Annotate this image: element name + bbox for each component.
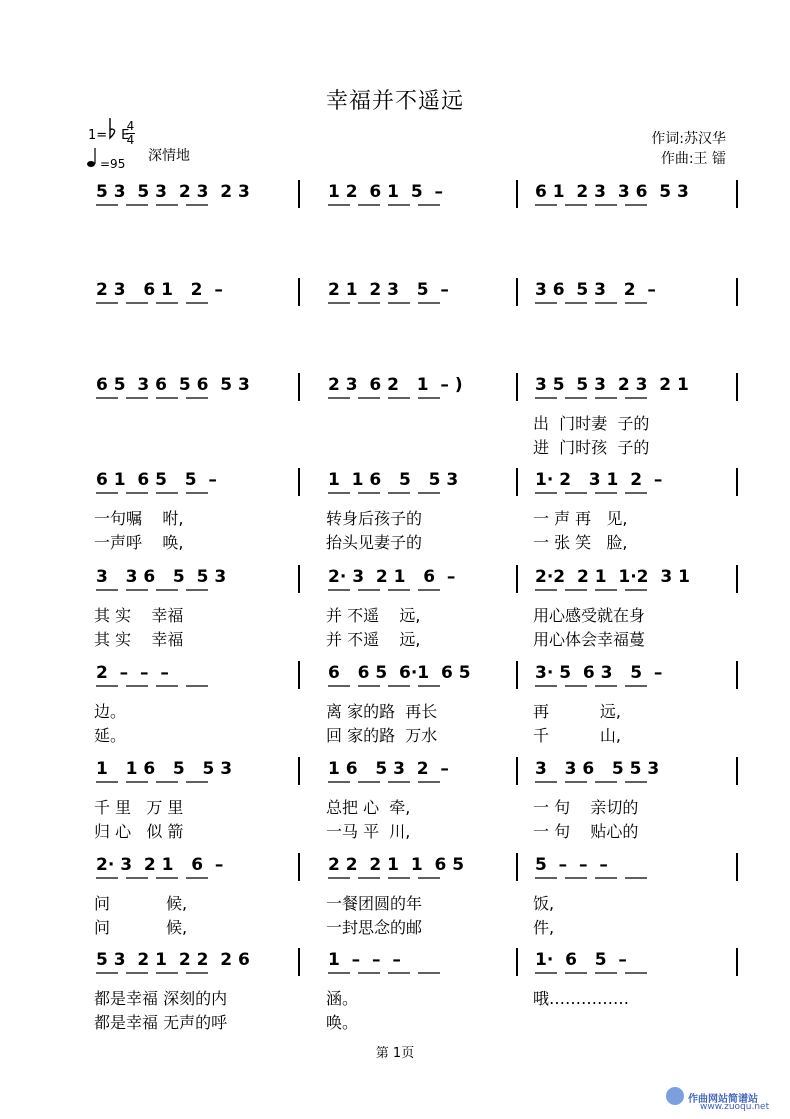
measure-notes: 3· 5 6 3 5 – bbox=[535, 663, 663, 683]
lyricist-credit: 作词:苏汉华 bbox=[651, 131, 726, 147]
lyric-verse-1: 哦…………… bbox=[533, 989, 630, 1008]
lyric-verse-1: 离 家的路 再长 bbox=[326, 702, 438, 721]
measure-notes: 1 – – – bbox=[328, 950, 401, 970]
lyric-verse-1: 用心感受就在身 bbox=[533, 606, 646, 625]
meter-top: 4 bbox=[126, 119, 135, 133]
lyric-verse-1: 总把 心 牵, bbox=[326, 798, 411, 817]
lyric-verse-1: 一句嘱 咐, bbox=[94, 509, 184, 528]
lyric-verse-2: 延。 bbox=[94, 726, 127, 745]
lyric-verse-1: 饭, bbox=[533, 894, 555, 913]
measure-notes: 3 3 6 5 5 3 bbox=[535, 759, 660, 779]
measure-notes: 6 5 3 6 5 6 5 3 bbox=[96, 375, 250, 395]
measure-notes: 1 2 6 1 5 – bbox=[328, 182, 443, 202]
lyric-verse-2: 都是幸福 无声的呼 bbox=[94, 1013, 228, 1032]
lyric-verse-1: 都是幸福 深刻的内 bbox=[94, 989, 228, 1008]
lyric-verse-2: 抬头见妻子的 bbox=[326, 533, 423, 552]
beam-lines bbox=[0, 757, 790, 787]
quarter-note-icon bbox=[86, 147, 98, 169]
lyric-verse-2: 进 门时孩 子的 bbox=[533, 438, 650, 457]
measure-notes: 1 1 6 5 5 3 bbox=[96, 759, 233, 779]
beam-lines bbox=[0, 180, 790, 210]
beam-lines bbox=[0, 565, 790, 595]
lyric-verse-1: 问 候, bbox=[94, 894, 188, 913]
beam-lines bbox=[0, 853, 790, 883]
measure-notes: 2 – – – bbox=[96, 663, 169, 683]
measure-notes: 2 1 2 3 5 – bbox=[328, 280, 449, 300]
beam-lines bbox=[0, 661, 790, 691]
lyric-verse-2: 一声呼 唤, bbox=[94, 533, 184, 552]
lyric-verse-2: 其 实 幸福 bbox=[94, 630, 184, 649]
lyric-verse-1: 出 门时妻 子的 bbox=[533, 414, 650, 433]
measure-notes: 2 3 6 2 1 – ) bbox=[328, 375, 463, 395]
flat-sign-icon bbox=[108, 118, 118, 140]
site-logo-icon bbox=[666, 1087, 684, 1105]
measure-notes: 1 6 5 3 2 – bbox=[328, 759, 449, 779]
measure-notes: 6 6 5 6·1 6 5 bbox=[328, 663, 471, 683]
page-number: 第 1页 bbox=[375, 1046, 415, 1061]
expression-marking: 深情地 bbox=[148, 148, 190, 164]
measure-notes: 2· 3 2 1 6 – bbox=[328, 567, 456, 587]
beam-lines bbox=[0, 278, 790, 308]
lyric-verse-1: 一 句 亲切的 bbox=[533, 798, 639, 817]
measure-notes: 5 – – – bbox=[535, 855, 608, 875]
lyric-verse-1: 涵。 bbox=[326, 989, 359, 1008]
lyric-verse-1: 一 声 再 见, bbox=[533, 509, 628, 528]
measure-notes: 1 1 6 5 5 3 bbox=[328, 470, 459, 490]
lyric-verse-2: 一封思念的邮 bbox=[326, 918, 423, 937]
lyric-verse-1: 其 实 幸福 bbox=[94, 606, 184, 625]
measure-notes: 2· 3 2 1 6 – bbox=[96, 855, 224, 875]
lyric-verse-2: 一 张 笑 脸, bbox=[533, 533, 628, 552]
meter-bottom: 4 bbox=[126, 133, 135, 147]
lyric-verse-1: 再 远, bbox=[533, 702, 621, 721]
watermark-url: www.zuoqu.net bbox=[700, 1102, 770, 1112]
measure-notes: 6 1 2 3 3 6 5 3 bbox=[535, 182, 689, 202]
lyric-verse-2: 用心体会幸福蔓 bbox=[533, 630, 646, 649]
measure-notes: 5 3 2 1 2 2 2 6 bbox=[96, 950, 250, 970]
measure-notes: 6 1 6 5 5 – bbox=[96, 470, 217, 490]
lyric-verse-1: 千 里 万 里 bbox=[94, 798, 184, 817]
song-title: 幸福并不遥远 bbox=[325, 89, 464, 114]
measure-notes: 5 3 5 3 2 3 2 3 bbox=[96, 182, 250, 202]
lyric-verse-1: 并 不遥 远, bbox=[326, 606, 421, 625]
measure-notes: 2·2 2 1 1·2 3 1 bbox=[535, 567, 690, 587]
beam-lines bbox=[0, 373, 790, 403]
key-prefix: 1= bbox=[88, 128, 108, 143]
measure-notes: 3 3 6 5 5 3 bbox=[96, 567, 227, 587]
measure-notes: 2 2 2 1 1 6 5 bbox=[328, 855, 465, 875]
lyric-verse-2: 千 山, bbox=[533, 726, 621, 745]
lyric-verse-2: 并 不遥 远, bbox=[326, 630, 421, 649]
lyric-verse-1: 一餐团圆的年 bbox=[326, 894, 423, 913]
lyric-verse-1: 边。 bbox=[94, 702, 127, 721]
composer-credit: 作曲:王 镭 bbox=[660, 151, 726, 167]
lyric-verse-2: 唤。 bbox=[326, 1013, 359, 1032]
lyric-verse-2: 一马 平 川, bbox=[326, 822, 411, 841]
lyric-verse-2: 问 候, bbox=[94, 918, 188, 937]
lyric-verse-2: 一 句 贴心的 bbox=[533, 822, 639, 841]
lyric-verse-1: 转身后孩子的 bbox=[326, 509, 423, 528]
measure-notes: 3 6 5 3 2 – bbox=[535, 280, 656, 300]
lyric-verse-2: 件, bbox=[533, 918, 555, 937]
time-signature bbox=[126, 120, 135, 147]
measure-notes: 3 5 5 3 2 3 2 1 bbox=[535, 375, 689, 395]
watermark: 作曲网站简谱站 bbox=[688, 1094, 758, 1105]
tempo-marking: =95 bbox=[100, 157, 126, 171]
lyric-verse-2: 回 家的路 万水 bbox=[326, 726, 438, 745]
lyric-verse-2: 归 心 似 箭 bbox=[94, 822, 184, 841]
measure-notes: 1· 6 5 – bbox=[535, 950, 627, 970]
beam-lines bbox=[0, 468, 790, 498]
measure-notes: 2 3 6 1 2 – bbox=[96, 280, 223, 300]
beam-lines bbox=[0, 948, 790, 978]
key-letter: E bbox=[121, 128, 130, 143]
measure-notes: 1· 2 3 1 2 – bbox=[535, 470, 663, 490]
